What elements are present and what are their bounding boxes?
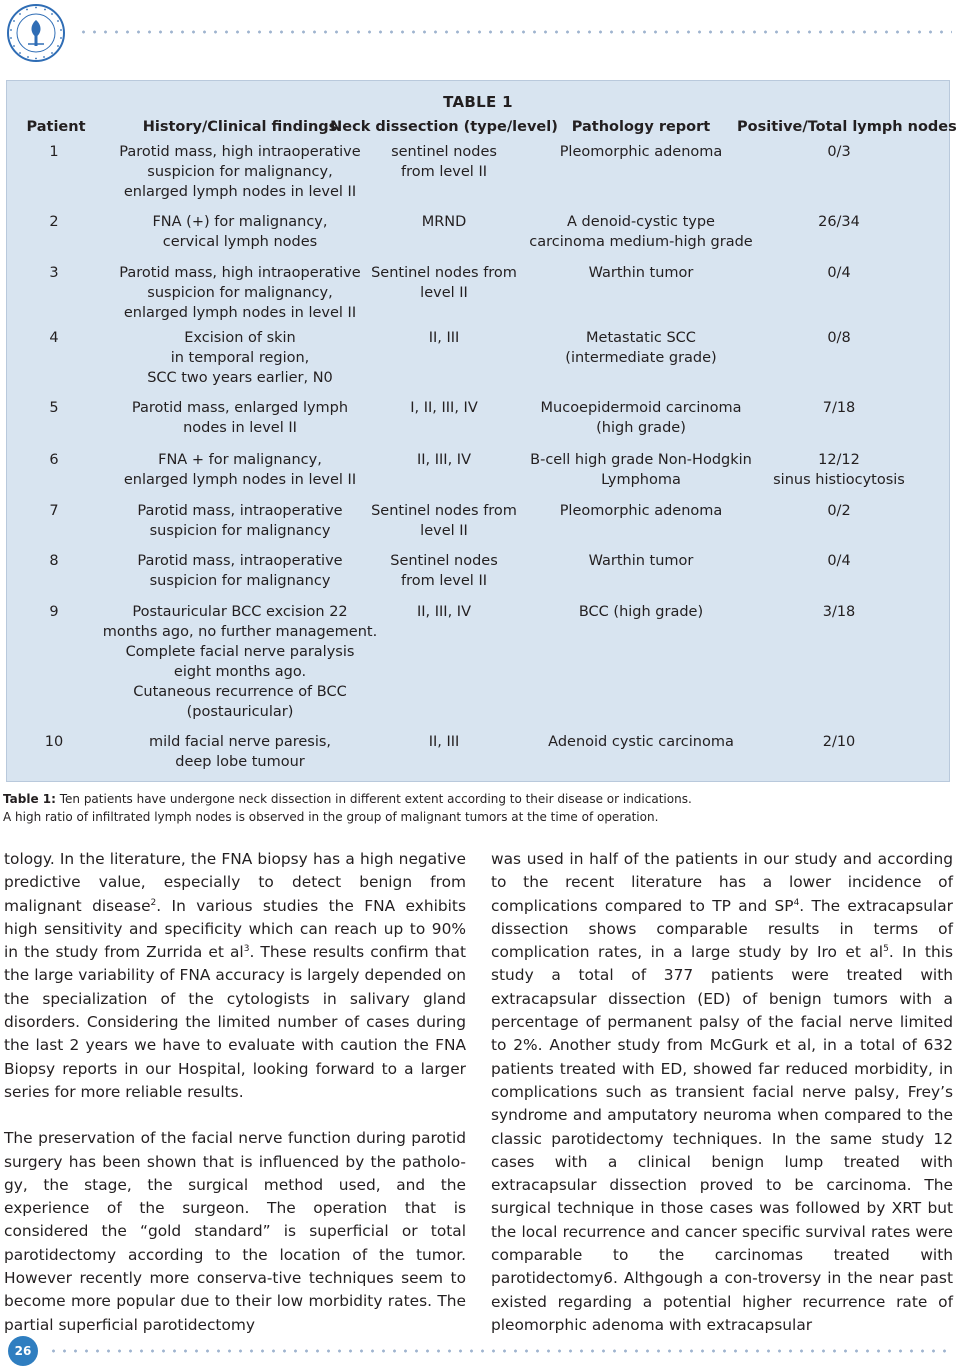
table-cell-pathology: BCC (high grade): [578, 604, 704, 620]
table-cell-pathology: Pleomorphic adenoma: [559, 503, 723, 519]
table-cell-pathology: Lymphoma: [601, 472, 681, 488]
paragraph: tology. In the literature, the FNA biopsy has a high negative predictive value, especially to detect benign from malignant disease$^2$. In various studies the FNA exhibits high sensitivity and specificity which can reach up to 90% in the study from Zurrida et $al^3$. These results confirm that the large variability of FNA accuracy is largely depended on the specialization of the cytologists in salivary gland disorders. Considering the limited number of cases during the last 2 years we have to evaluate with caution the FNA Biopsy reports in our Hospital, looking forward to a larger series for more reliable results.: [4, 850, 466, 1101]
table-cell-history: (postauricular): [186, 704, 294, 720]
paragraph: was used in half of the patients in our study and according to the recent literature has a lower incidence of complications compared to TP and $SP^4$. The extracapsular dissection shows comparable results in terms of complication rates, in a large study by Iro et $al^5$. In this study a total of 377 patients were treated with extracapsular dissection (ED) of benign tumors with a percentage of permanent palsy of the facial nerve limited to 2%. Another study from McGurk et al, in a total of 632 patients treated with ED, showed far reduced morbidity, in complications such as transient facial nerve palsy, Frey’s syndrome and amputatory neuroma when compared to the classic parotidectomy techniques. In the same study 12 cases with a clinical benign lump treated with extracapsular dissection proved to be carcinoma. The surgical technique in those cases was followed by XRT but the local recurrence and cancer specific survival rates were comparable to the carcinomas treated with parotidectomy6. Althgough a con-troversy in the near past existed regarding a potential higher recurrence rate of pleomorphic adenoma with extracapsular: [491, 850, 954, 1334]
table-header-patient: Patient: [26, 119, 86, 135]
citation-superscript: 2: [150, 897, 157, 908]
table-cell-history: deep lobe tumour: [175, 754, 305, 770]
table-cell-pathology: Metastatic SCC: [586, 330, 696, 346]
table-cell-patient: 9: [49, 604, 59, 620]
footer-dotted-rule: [48, 1349, 952, 1353]
table-cell-positive-total: 3/18: [822, 604, 856, 620]
citation-superscript: 5: [883, 944, 889, 955]
table-cell-patient: 1: [49, 144, 59, 160]
table-cell-neck-dissection: II, III, IV: [416, 604, 471, 620]
table-cell-patient: 3: [49, 265, 59, 281]
table-cell-positive-total: 0/8: [827, 330, 851, 346]
table-caption: [3, 790, 943, 826]
table-cell-history: FNA (+) for malignancy,: [152, 214, 328, 230]
table-cell-positive-total: 26/34: [818, 214, 860, 230]
table-caption-line2: A high ratio of infiltrated lymph nodes is observed in the group of malignant tumors at the time of operation.: [3, 810, 659, 824]
table-cell-patient: 5: [49, 400, 59, 416]
table-cell-history: in temporal region,: [170, 350, 310, 366]
table-cell-neck-dissection: II, III: [428, 330, 460, 346]
table-cell-history: enlarged lymph nodes in level II: [123, 472, 357, 488]
table-cell-positive-total: sinus histiocytosis: [773, 472, 905, 488]
table-title: TABLE 1: [443, 93, 513, 111]
table-cell-pathology: Pleomorphic adenoma: [559, 144, 723, 160]
table-1: [6, 80, 957, 782]
paragraph: The preservation of the facial nerve function during parotid surgery has been shown that is influenced by the patholo-gy, the stage, the surgical method used, and the experience of the surgeon. The operation that is considered the “gold standard” is superficial or total parotidectomy according to the location of the tumor. However recently more conserva-tive techniques seem to become more popular due to their low morbidity rates. The partial superficial parotidectomy: [4, 1129, 466, 1334]
table-cell-neck-dissection: II, III, IV: [416, 452, 471, 468]
table-cell-history: suspicion for malignancy: [149, 573, 331, 589]
table-header-neck-dissection: Neck dissection (type/level): [330, 119, 558, 135]
table-cell-positive-total: 0/4: [827, 265, 851, 281]
table-cell-pathology: carcinoma medium-high grade: [529, 234, 753, 250]
society-logo: [6, 3, 66, 63]
table-caption-label: Table 1:: [3, 792, 56, 806]
table-cell-neck-dissection: Sentinel nodes from: [371, 265, 517, 281]
table-cell-history: eight months ago.: [173, 664, 307, 680]
table-cell-history: Parotid mass, high intraoperative: [119, 144, 361, 160]
table-cell-neck-dissection: level II: [420, 523, 468, 539]
table-cell-neck-dissection: level II: [420, 285, 468, 301]
table-cell-neck-dissection: from level II: [401, 164, 487, 180]
table-cell-history: Excision of skin: [184, 330, 296, 346]
table-cell-history: nodes in level II: [183, 420, 297, 436]
table-cell-patient: 7: [49, 503, 59, 519]
table-cell-neck-dissection: I, II, III, IV: [410, 400, 478, 416]
table-cell-pathology: (intermediate grade): [565, 350, 717, 366]
table-cell-history: enlarged lymph nodes in level II: [123, 305, 357, 321]
table-cell-pathology: A denoid-cystic type: [567, 214, 715, 230]
page-number-badge: 26: [8, 1336, 38, 1366]
table-cell-history: FNA + for malignancy,: [158, 452, 322, 468]
table-cell-positive-total: 0/4: [827, 553, 851, 569]
citation-superscript: 3: [243, 944, 250, 955]
table-cell-neck-dissection: from level II: [401, 573, 487, 589]
table-cell-neck-dissection: II, III: [428, 734, 460, 750]
table-cell-history: suspicion for malignancy,: [147, 285, 333, 301]
table-cell-history: Complete facial nerve paralysis: [125, 644, 355, 660]
table-cell-patient: 6: [49, 452, 59, 468]
body-column-left: [4, 848, 466, 1337]
table-header-history: History/Clinical findings: [142, 119, 338, 135]
table-cell-history: Postauricular BCC excision 22: [132, 604, 348, 620]
table-cell-pathology: B-cell high grade Non-Hodgkin: [530, 452, 752, 468]
table-cell-neck-dissection: Sentinel nodes from: [371, 503, 517, 519]
table-cell-patient: 8: [49, 553, 59, 569]
table-cell-neck-dissection: sentinel nodes: [391, 144, 497, 160]
table-cell-history: enlarged lymph nodes in level II: [123, 184, 357, 200]
header-dotted-rule: [78, 30, 952, 34]
table-cell-positive-total: 0/2: [827, 503, 851, 519]
table-cell-patient: 2: [49, 214, 59, 230]
table-cell-positive-total: 12/12: [818, 452, 860, 468]
table-cell-history: cervical lymph nodes: [162, 234, 318, 250]
table-cell-history: Parotid mass, intraoperative: [137, 553, 343, 569]
table-cell-history: suspicion for malignancy,: [147, 164, 333, 180]
table-cell-patient: 10: [44, 734, 64, 750]
table-cell-pathology: Mucoepidermoid carcinoma: [540, 400, 742, 416]
society-logo-emblem: [6, 3, 66, 63]
table-cell-positive-total: 7/18: [822, 400, 856, 416]
table-cell-pathology: Warthin tumor: [588, 265, 694, 281]
citation-superscript: 4: [793, 897, 800, 908]
table-cell-history: SCC two years earlier, N0: [147, 370, 333, 386]
table-cell-history: suspicion for malignancy: [149, 523, 331, 539]
table-cell-history: Parotid mass, high intraoperative: [119, 265, 361, 281]
table-cell-positive-total: 2/10: [822, 734, 856, 750]
table-caption-line1: Ten patients have undergone neck dissection in different extent according to their disease or indications.: [55, 792, 692, 806]
table-cell-history: Cutaneous recurrence of BCC: [133, 684, 347, 700]
table-cell-history: Parotid mass, intraoperative: [137, 503, 343, 519]
table-cell-patient: 4: [49, 330, 59, 346]
table-cell-pathology: (high grade): [596, 420, 686, 436]
table-cell-neck-dissection: MRND: [421, 214, 467, 230]
table-header-pathology: Pathology report: [571, 119, 711, 135]
table-header-positive-total: Positive/Total lymph nodes: [737, 119, 957, 135]
table-cell-neck-dissection: Sentinel nodes: [390, 553, 498, 569]
table-cell-pathology: Adenoid cystic carcinoma: [548, 734, 734, 750]
table-cell-history: Parotid mass, enlarged lymph: [131, 400, 349, 416]
table-cell-pathology: Warthin tumor: [588, 553, 694, 569]
body-column-right: [491, 848, 953, 1337]
table-cell-history: months ago, no further management.: [102, 624, 378, 640]
table-cell-history: mild facial nerve paresis,: [148, 734, 332, 750]
table-cell-positive-total: 0/3: [827, 144, 851, 160]
